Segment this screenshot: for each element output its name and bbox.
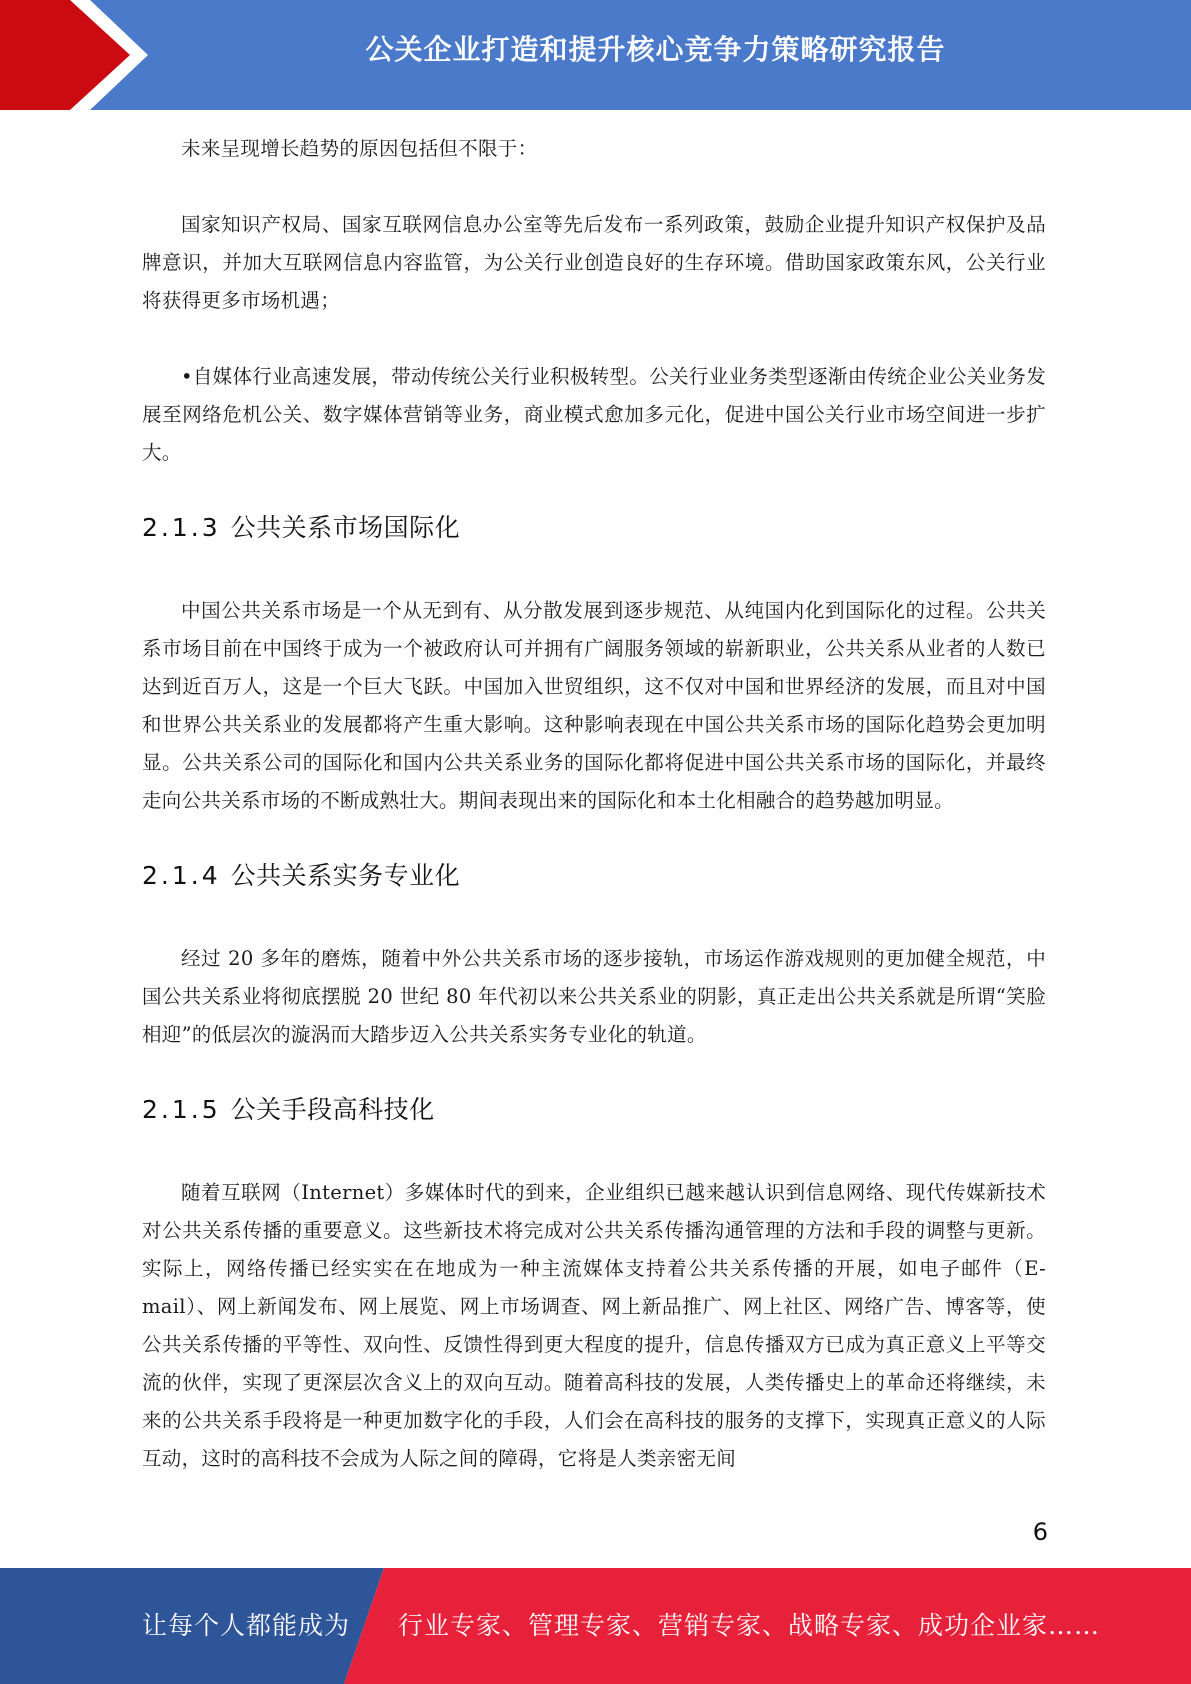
section-heading-2-1-4: [142, 858, 1046, 894]
header-arrow-decoration: [0, 0, 160, 110]
paragraph-growth-reasons-intro: 未来呈现增长趋势的原因包括但不限于：: [181, 137, 538, 160]
document-body: [142, 130, 1046, 1516]
footer-slogan-right: 行业专家、管理专家、营销专家、战略专家、成功企业家……: [398, 1611, 1101, 1640]
page-number: 6: [1032, 1518, 1048, 1546]
paragraph-high-tech: 随着互联网（Internet）多媒体时代的到来，企业组织已越来越认识到信息网络、现代传媒新技术对公共关系传播的重要意义。这些新技术将完成对公共关系传播沟通管理的方法和手段的调整与更新。实际上，网络传播已经实实在在地成为一种主流媒体支持着公共关系传播的开展，如电子邮件（E-mail）、网上新闻发布、网上展览、网上市场调查、网上新品推广、网上社区、网络广告、博客等，使公共关系传播的平等性、双向性、反馈性得到更大程度的提升，信息传播双方已成为真正意义上平等交流的伙伴，实现了更深层次含义上的双向互动。随着高科技的发展，人类传播史上的革命还将继续，未来的公共关系手段将是一种更加数字化的手段，人们会在高科技的服务的支撑下，实现真正意义的人际互动，这时的高科技不会成为人际之间的障碍，它将是人类亲密无间: [142, 1181, 1046, 1470]
section-number: 2.1.4: [142, 861, 221, 890]
section-title: 公共关系实务专业化: [230, 861, 461, 890]
page-header: [0, 0, 1191, 110]
section-title: 公共关系市场国际化: [230, 513, 461, 542]
report-title: 公关企业打造和提升核心竞争力策略研究报告: [365, 33, 946, 66]
section-heading-2-1-5: [142, 1092, 1046, 1128]
footer-slogan-left: 让每个人都能成为: [142, 1611, 351, 1640]
page-footer: [0, 1568, 1191, 1684]
section-number: 2.1.3: [142, 513, 221, 542]
paragraph-policy: 国家知识产权局、国家互联网信息办公室等先后发布一系列政策，鼓励企业提升知识产权保护及品牌意识，并加大互联网信息内容监管，为公关行业创造良好的生存环境。借助国家政策东风，公关行业将获得更多市场机遇；: [142, 213, 1046, 312]
paragraph-self-media: •自媒体行业高速发展，带动传统公关行业积极转型。公关行业业务类型逐渐由传统企业公关业务发展至网络危机公关、数字媒体营销等业务，商业模式愈加多元化，促进中国公关行业市场空间进一步扩大。: [142, 365, 1046, 464]
section-number: 2.1.5: [142, 1095, 221, 1124]
section-heading-2-1-3: [142, 510, 1046, 546]
paragraph-internationalization: 中国公共关系市场是一个从无到有、从分散发展到逐步规范、从纯国内化到国际化的过程。公共关系市场目前在中国终于成为一个被政府认可并拥有广阔服务领域的崭新职业，公共关系从业者的人数已达到近百万人，这是一个巨大飞跃。中国加入世贸组织，这不仅对中国和世界经济的发展，而且对中国和世界公共关系业的发展都将产生重大影响。这种影响表现在中国公共关系市场的国际化趋势会更加明显。公共关系公司的国际化和国内公共关系业务的国际化都将促进中国公共关系市场的国际化，并最终走向公共关系市场的不断成熟壮大。期间表现出来的国际化和本土化相融合的趋势越加明显。: [142, 599, 1046, 812]
paragraph-professionalization: 经过 20 多年的磨炼，随着中外公共关系市场的逐步接轨，市场运作游戏规则的更加健全规范，中国公共关系业将彻底摆脱 20 世纪 80 年代初以来公共关系业的阴影，真正走出公共关系就是所谓“笑脸相迎”的低层次的漩涡而大踏步迈入公共关系实务专业化的轨道。: [142, 947, 1046, 1046]
section-title: 公关手段高科技化: [230, 1095, 435, 1124]
